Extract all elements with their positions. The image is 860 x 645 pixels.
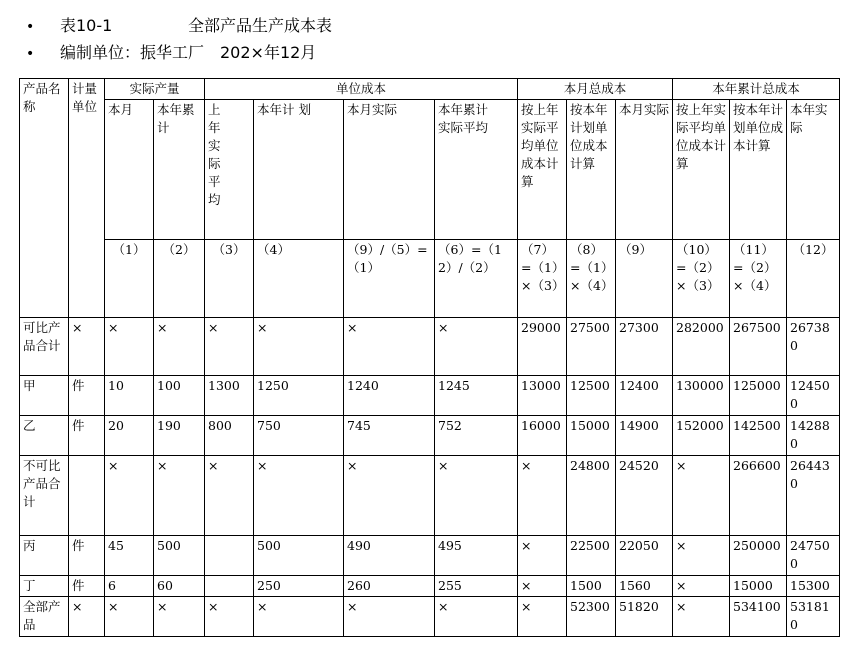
- value-cell: ×: [205, 456, 254, 536]
- table-row: [20, 318, 840, 376]
- formula-cell: （8）=（1）×（4）: [567, 240, 616, 318]
- value-cell: ×: [254, 597, 344, 637]
- value-cell: 27500: [567, 318, 616, 376]
- unit-cell: 件: [69, 576, 105, 597]
- product-name-cell: 可比产品合计: [20, 318, 69, 376]
- value-cell: [205, 536, 254, 576]
- value-cell: 267500: [730, 318, 787, 376]
- value-cell: ×: [154, 456, 205, 536]
- formula-cell: （1）: [105, 240, 154, 318]
- table-row: [20, 456, 840, 536]
- formula-cell: （2）: [154, 240, 205, 318]
- value-cell: ×: [435, 456, 518, 536]
- subheader-cell: 本月实际: [344, 100, 435, 240]
- value-cell: 255: [435, 576, 518, 597]
- value-cell: 500: [154, 536, 205, 576]
- value-cell: 495: [435, 536, 518, 576]
- value-cell: 6: [105, 576, 154, 597]
- value-cell: ×: [518, 536, 567, 576]
- unit-cell: 件: [69, 536, 105, 576]
- header-product-name: 产品名称: [20, 79, 69, 318]
- subheader-cell: 按本年计划单位成本计算: [730, 100, 787, 240]
- value-cell: ×: [673, 456, 730, 536]
- value-cell: 1300: [205, 376, 254, 416]
- value-cell: 14900: [616, 416, 673, 456]
- unit-cell: ×: [69, 597, 105, 637]
- subheader-cell: 本年计 划: [254, 100, 344, 240]
- unit-cell: 件: [69, 376, 105, 416]
- value-cell: 1250: [254, 376, 344, 416]
- formula-cell: （10）=（2）×（3）: [673, 240, 730, 318]
- value-cell: 264430: [787, 456, 840, 536]
- table-row: [20, 416, 840, 456]
- value-cell: 100: [154, 376, 205, 416]
- report-period: 202×年12月: [220, 43, 317, 62]
- value-cell: 13000: [518, 376, 567, 416]
- value-cell: ×: [518, 597, 567, 637]
- value-cell: ×: [154, 597, 205, 637]
- value-cell: 16000: [518, 416, 567, 456]
- bullet-line-table-title: [26, 12, 332, 39]
- value-cell: 1560: [616, 576, 673, 597]
- value-cell: ×: [105, 456, 154, 536]
- value-cell: ×: [673, 576, 730, 597]
- unit-cell: [69, 456, 105, 536]
- value-cell: 500: [254, 536, 344, 576]
- subheader-cell: 本年累计: [154, 100, 205, 240]
- value-cell: ×: [205, 597, 254, 637]
- table-row: [20, 536, 840, 576]
- value-cell: ×: [344, 597, 435, 637]
- subheader-cell: 按上年实际平均单位成本计算: [673, 100, 730, 240]
- subheader-cell: 上年实际平均: [205, 100, 254, 240]
- value-cell: 490: [344, 536, 435, 576]
- value-cell: 534100: [730, 597, 787, 637]
- value-cell: 27300: [616, 318, 673, 376]
- subheader-cell: 本年实际: [787, 100, 840, 240]
- bullet-line-unit: [26, 39, 332, 66]
- product-name-cell: 甲: [20, 376, 69, 416]
- product-cost-table: [19, 78, 840, 637]
- value-cell: ×: [205, 318, 254, 376]
- value-cell: ×: [435, 597, 518, 637]
- formula-cell: （7）=（1）×（3）: [518, 240, 567, 318]
- value-cell: 125000: [730, 376, 787, 416]
- value-cell: 1245: [435, 376, 518, 416]
- formula-cell: （3）: [205, 240, 254, 318]
- value-cell: 124500: [787, 376, 840, 416]
- value-cell: 250: [254, 576, 344, 597]
- value-cell: 51820: [616, 597, 673, 637]
- product-name-cell: 乙: [20, 416, 69, 456]
- value-cell: ×: [254, 456, 344, 536]
- header-unit: 计量单位: [69, 79, 105, 318]
- header-row-2: [20, 100, 840, 240]
- value-cell: ×: [254, 318, 344, 376]
- subheader-cell: 本年累计实际平均: [435, 100, 518, 240]
- header-unit-cost: 单位成本: [205, 79, 518, 100]
- value-cell: 1240: [344, 376, 435, 416]
- value-cell: 142880: [787, 416, 840, 456]
- value-cell: 745: [344, 416, 435, 456]
- bullet-icon: •: [26, 19, 35, 35]
- formula-cell: （9）/（5）=（1）: [344, 240, 435, 318]
- value-cell: ×: [518, 456, 567, 536]
- value-cell: 24800: [567, 456, 616, 536]
- formula-cell: （4）: [254, 240, 344, 318]
- value-cell: 282000: [673, 318, 730, 376]
- value-cell: 1500: [567, 576, 616, 597]
- value-cell: 10: [105, 376, 154, 416]
- value-cell: ×: [673, 597, 730, 637]
- product-name-cell: 全部产品: [20, 597, 69, 637]
- value-cell: ×: [105, 597, 154, 637]
- value-cell: 130000: [673, 376, 730, 416]
- value-cell: 142500: [730, 416, 787, 456]
- value-cell: 22050: [616, 536, 673, 576]
- subheader-cell: 按上年实际平均单位成本计算: [518, 100, 567, 240]
- value-cell: 24520: [616, 456, 673, 536]
- value-cell: 152000: [673, 416, 730, 456]
- value-cell: 12500: [567, 376, 616, 416]
- value-cell: 15000: [730, 576, 787, 597]
- value-cell: 12400: [616, 376, 673, 416]
- formula-cell: （6）=（12）/（2）: [435, 240, 518, 318]
- value-cell: 266600: [730, 456, 787, 536]
- value-cell: 60: [154, 576, 205, 597]
- value-cell: 752: [435, 416, 518, 456]
- formula-row: [20, 240, 840, 318]
- table-title: 全部产品生产成本表: [188, 16, 333, 35]
- value-cell: 750: [254, 416, 344, 456]
- table-body: [20, 318, 840, 637]
- value-cell: ×: [344, 318, 435, 376]
- header-year-total-cost: 本年累计总成本: [673, 79, 840, 100]
- value-cell: 15000: [567, 416, 616, 456]
- product-name-cell: 丁: [20, 576, 69, 597]
- value-cell: 45: [105, 536, 154, 576]
- formula-cell: （9）: [616, 240, 673, 318]
- value-cell: 22500: [567, 536, 616, 576]
- header-actual-output: 实际产量: [105, 79, 205, 100]
- value-cell: ×: [105, 318, 154, 376]
- subheader-cell: 本月: [105, 100, 154, 240]
- value-cell: 29000: [518, 318, 567, 376]
- table-row: [20, 576, 840, 597]
- header-row-1: [20, 79, 840, 100]
- value-cell: 190: [154, 416, 205, 456]
- title-block: [26, 12, 332, 66]
- value-cell: 250000: [730, 536, 787, 576]
- unit-cell: 件: [69, 416, 105, 456]
- value-cell: 15300: [787, 576, 840, 597]
- product-name-cell: 不可比产品合计: [20, 456, 69, 536]
- value-cell: ×: [154, 318, 205, 376]
- table-number: 表10-1: [60, 16, 113, 35]
- value-cell: 52300: [567, 597, 616, 637]
- value-cell: ×: [344, 456, 435, 536]
- value-cell: ×: [518, 576, 567, 597]
- bullet-icon: •: [26, 46, 35, 62]
- header-month-total-cost: 本月总成本: [518, 79, 673, 100]
- compiling-unit: 编制单位：振华工厂: [60, 43, 205, 62]
- value-cell: 247500: [787, 536, 840, 576]
- value-cell: 800: [205, 416, 254, 456]
- value-cell: [205, 576, 254, 597]
- value-cell: 260: [344, 576, 435, 597]
- table-row: [20, 597, 840, 637]
- product-name-cell: 丙: [20, 536, 69, 576]
- subheader-cell: 本月实际: [616, 100, 673, 240]
- value-cell: ×: [673, 536, 730, 576]
- value-cell: 531810: [787, 597, 840, 637]
- formula-cell: （12）: [787, 240, 840, 318]
- value-cell: 20: [105, 416, 154, 456]
- value-cell: ×: [435, 318, 518, 376]
- unit-cell: ×: [69, 318, 105, 376]
- subheader-cell: 按本年计划单位成本计算: [567, 100, 616, 240]
- value-cell: 267380: [787, 318, 840, 376]
- table-row: [20, 376, 840, 416]
- formula-cell: （11）=（2）×（4）: [730, 240, 787, 318]
